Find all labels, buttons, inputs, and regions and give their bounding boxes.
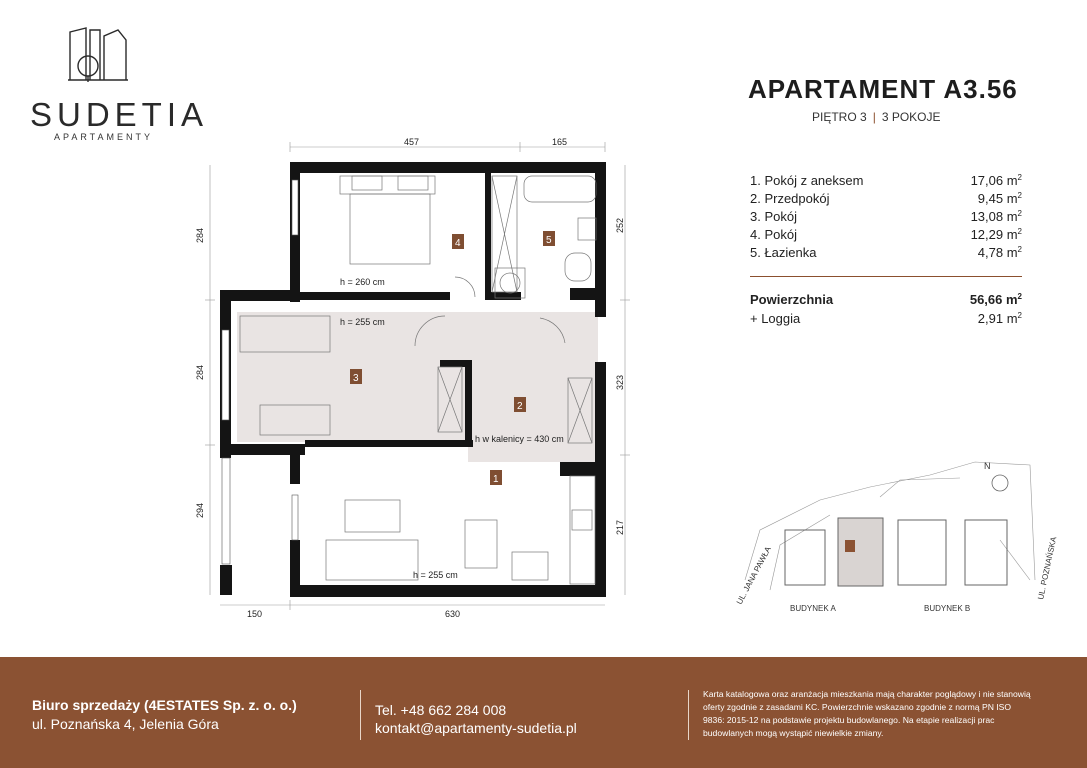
compass-icon (992, 475, 1008, 491)
room-label: 4. Pokój (750, 227, 797, 242)
footer-phone[interactable]: Tel. +48 662 284 008 (375, 702, 507, 718)
footer-disclaimer: Karta katalogowa oraz aranżacja mieszkania mają charakter poglądowy i nie stanowią oferty zgodnie z zasadami KC. Powierzchnie wskazano zgodnie z normą PN ISO 9836: 2015-12 na podstawie projektu budowlanego. Na etapie realizacji prac budowlanych mogą wystąpić niewielkie zmiany. (703, 689, 1031, 738)
area-summary (750, 291, 1022, 329)
room-number-3: 3 (353, 373, 359, 384)
loggia-label: + Loggia (750, 311, 801, 326)
apartment-title: APARTAMENT A3.56 (748, 74, 1018, 104)
floor-plan (185, 130, 655, 620)
room-area: 4,78 $m^2$ (977, 245, 1022, 260)
footer-divider (360, 690, 361, 740)
apartment-subtitle (812, 110, 941, 124)
rooms-count: 3 POKOJE (881, 110, 941, 124)
dim-right-c: 217 (615, 519, 625, 535)
loggia-row (750, 310, 1022, 329)
total-area-row (750, 291, 1022, 310)
height-kitchen: h = 255 cm (413, 570, 458, 580)
footer-email[interactable]: kontakt@apartamenty-sudetia.pl (375, 720, 577, 736)
room-label: 5. Łazienka (750, 245, 817, 260)
room-area: 12,29 $m^2$ (970, 227, 1022, 242)
north-label: N (984, 461, 991, 471)
logo-icon (66, 26, 130, 82)
room-number-5: 5 (546, 235, 552, 246)
room-label: 3. Pokój (750, 209, 797, 224)
site-map (725, 455, 1059, 625)
total-area-value: 56,66 $m^2$ (969, 292, 1022, 307)
room-number-4: 4 (455, 238, 461, 249)
room-area: 17,06 $m^2$ (970, 173, 1022, 188)
room-number-1: 1 (493, 474, 499, 485)
street-right-label: UL. POZNAŃSKA (1036, 535, 1059, 601)
dim-left-a: 284 (195, 227, 205, 243)
room-list (750, 172, 1022, 262)
room-area: 9,45 $m^2$ (977, 191, 1022, 206)
room-row (750, 190, 1022, 208)
room-label: 1. Pokój z aneksem (750, 173, 864, 188)
height-room3: h = 255 cm (340, 317, 385, 327)
dim-bottom-a: 150 (247, 609, 263, 619)
brand-name: SUDETIA (30, 96, 209, 133)
building-a-label: BUDYNEK A (790, 604, 836, 613)
brand-tagline: APARTAMENTY (54, 132, 154, 142)
dim-top-b: 165 (552, 137, 568, 147)
room-row (750, 226, 1022, 244)
building-b-label: BUDYNEK B (924, 604, 971, 613)
room-row (750, 244, 1022, 262)
footer-divider (688, 690, 689, 740)
dim-left-c: 294 (195, 502, 205, 518)
room-area: 13,08 $m^2$ (970, 209, 1022, 224)
room-row (750, 208, 1022, 226)
street-left-label: UL. JANA PAWŁA (734, 545, 773, 606)
separator: | (872, 110, 876, 124)
room-label: 2. Przedpokój (750, 191, 830, 206)
dim-left-b: 284 (195, 364, 205, 380)
footer-address: ul. Poznańska 4, Jelenia Góra (32, 716, 219, 732)
total-area-label: Powierzchnia (750, 292, 834, 307)
dim-top-a: 457 (404, 137, 420, 147)
height-room4: h = 260 cm (340, 277, 385, 287)
dim-right-b: 323 (615, 374, 625, 390)
dim-right-a: 252 (615, 217, 625, 233)
dim-bottom-b: 630 (445, 609, 461, 619)
room-row (750, 172, 1022, 190)
footer-company: Biuro sprzedaży (4ESTATES Sp. z. o. o.) (32, 697, 297, 713)
divider (750, 276, 1022, 277)
floor-label: PIĘTRO 3 (812, 110, 867, 124)
loggia-value: 2,91 $m^2$ (977, 311, 1022, 326)
room-number-2: 2 (517, 401, 523, 412)
height-hall: h w kalenicy = 430 cm (475, 434, 564, 444)
